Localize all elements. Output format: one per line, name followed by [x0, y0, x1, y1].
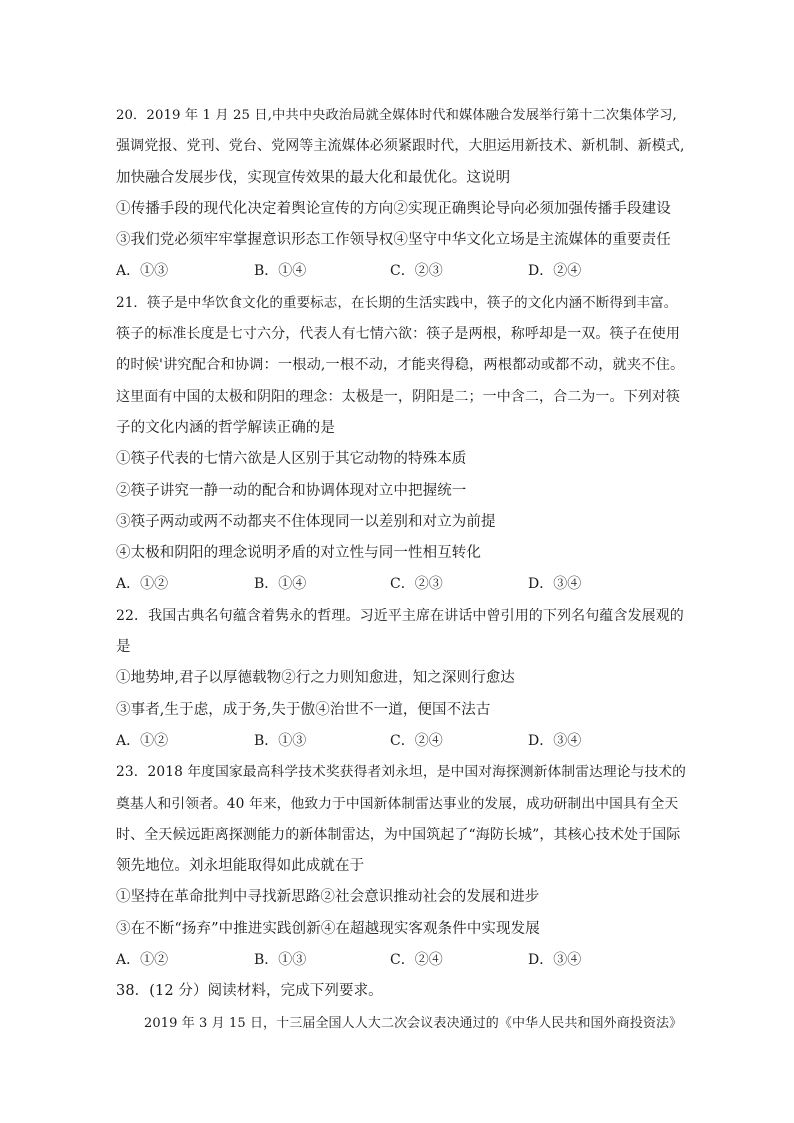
material-text: 2019 年 3 月 15 日，十三届全国人人大二次会议表决通过的《中华人民共和国外商投资法》 [144, 1015, 683, 1031]
answer-options [116, 726, 686, 757]
option-a: A．①② [116, 732, 169, 749]
question-text-line: 20．2019 年 1 月 25 日,中共中央政治局就全媒体时代和媒体融合发展举行第十二次集体学习, [116, 108, 677, 123]
option-d: D．③④ [528, 732, 582, 749]
statement-line: ①坚持在革命批判中寻找新思路②社会意识推动社会的发展和进步 [116, 889, 540, 906]
option-c: C．②④ [390, 732, 443, 749]
option-c: C．②④ [390, 952, 443, 969]
statement-line: ①筷子代表的七情六欲是人区别于其它动物的特殊本质 [116, 451, 467, 468]
question-text-line: 22．我国古典名句蕴含着隽永的哲理。习近平主席在讲话中曾引用的下列名句蕴含发展观的 [116, 607, 684, 624]
question-text-line: 强调党报、党刊、党台、党网等主流媒体必须紧跟时代，大胆运用新技术、新机制、新模式, [116, 138, 685, 155]
question-text-line: 加快融合发展步伐，实现宣传效果的最大化和最优化。这说明 [116, 169, 511, 186]
option-a: A．①③ [116, 263, 169, 280]
option-c: C．②③ [390, 263, 443, 280]
answer-options [116, 569, 686, 600]
statement-line: ③在不断“扬弃”中推进实践创新④在超越现实客观条件中实现发展 [116, 920, 540, 937]
answer-options [116, 256, 686, 287]
question-heading: 38．(12 分）阅读材料，完成下列要求。 [116, 983, 383, 1000]
question-text-line: 23．2018 年度国家最高科学技术奖获得者刘永坦，是中国对海探测新体制雷达理论与技术的 [116, 764, 687, 781]
question-text-line: 子的文化内涵的哲学解读正确的是 [116, 419, 335, 436]
statement-line: ④太极和阴阳的理念说明矛盾的对立性与同一性相互转化 [116, 545, 481, 562]
question-text-line: 时、全天候远距离探测能力的新体制雷达，为中国筑起了“海防长城”，其核心技术处于国际 [116, 826, 681, 843]
option-a: A．①② [116, 576, 169, 593]
option-d: D．③④ [528, 952, 582, 969]
statement-line: ①地势坤,君子以厚德载物②行之力则知愈进，知之深则行愈达 [116, 670, 515, 687]
statement-line: ③事者,生于虑，成于务,失于傲④治世不一道，便国不法古 [116, 701, 491, 718]
option-b: B．①④ [254, 263, 307, 280]
option-d: D．②④ [528, 263, 582, 280]
option-b: B．①③ [254, 952, 307, 969]
question-text-line: 领先地位。刘永坦能取得如此成就在于 [116, 858, 365, 875]
statement-line: ②筷子讲究一静一动的配合和协调体现对立中把握统一 [116, 482, 467, 499]
page-content [116, 100, 686, 1039]
question-38 [116, 976, 686, 1039]
question-21 [116, 288, 686, 601]
question-text-line: 奠基人和引领者。40 年来，他致力于中国新体制雷达事业的发展，成功研制出中国具有全天 [116, 795, 679, 812]
question-text-line: 21．筷子是中华饮食文化的重要标志，在长期的生活实践中，筷子的文化内涵不断得到丰富。 [116, 294, 678, 311]
answer-options [116, 945, 686, 976]
question-text-line: 的时候'讲究配合和协调：一根动,一根不动，才能夹得稳，两根都动或都不动，就夹不住。 [116, 357, 685, 374]
option-c: C．②③ [390, 576, 443, 593]
question-20 [116, 100, 686, 288]
option-d: D．③④ [528, 576, 582, 593]
statement-line: ③我们党必须牢牢掌握意识形态工作领导权④坚守中华文化立场是主流媒体的重要责任 [116, 232, 671, 249]
question-22 [116, 601, 686, 757]
option-b: B．①④ [254, 576, 307, 593]
question-text-line: 这里面有中国的太极和阴阳的理念：太极是一，阴阳是二；一中含二，合二为一。下列对筷 [116, 388, 680, 405]
question-text-line: 筷子的标准长度是七寸六分，代表人有七情六欲：筷子是两根，称呼却是一双。筷子在使用 [116, 326, 680, 343]
statement-line: ③筷子两动或两不动都夹不住体现同一以差别和对立为前提 [116, 513, 496, 530]
option-a: A．①② [116, 952, 169, 969]
option-b: B．①③ [254, 732, 307, 749]
question-23 [116, 757, 686, 976]
question-text-line: 是 [116, 639, 131, 656]
statement-line: ①传播手段的现代化决定着舆论宣传的方向②实现正确舆论导向必须加强传播手段建设 [116, 200, 671, 217]
